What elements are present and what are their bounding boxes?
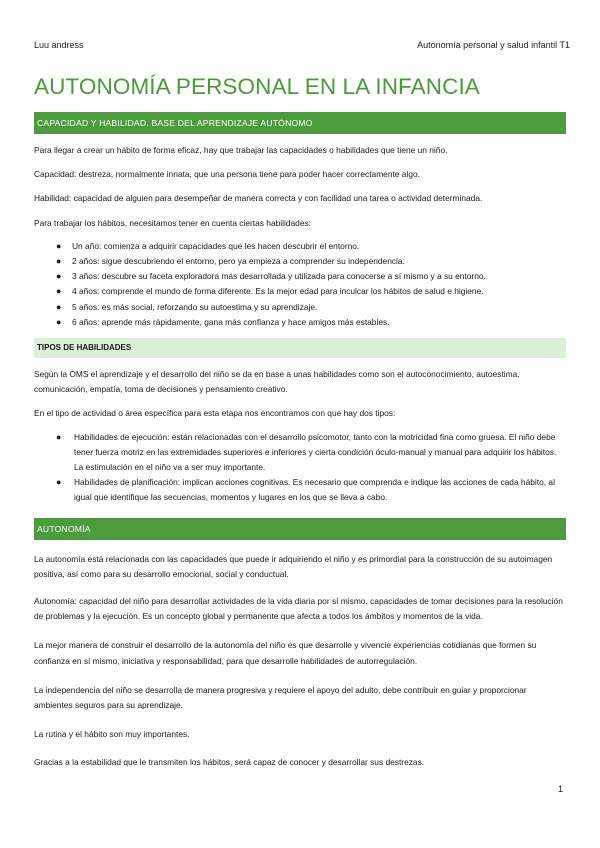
- bullet-icon: ●: [56, 301, 62, 312]
- bullet-icon: ●: [56, 477, 62, 488]
- list-item: ● 4 años: comprende el mundo de forma diferente. Es la mejor edad para inculcar los hábitos de salud e higiene.: [34, 284, 566, 299]
- paragraph: Habilidad: capacidad de alguien para desempeñar de manera correcta y con facilidad una tarea o actividad determinada.: [34, 193, 483, 204]
- paragraph: La mejor manera de construir el desarrollo de la autonomía del niño es que desarrolle y vivencie experiencias cotidianas que formen su confianza en sí mismo, iniciativa y responsabilidad, para que desarrolle habilidades de autorregulación.: [34, 640, 537, 666]
- document-body: [34, 112, 566, 771]
- paragraph: En el tipo de actividad o área específica para esta etapa nos encontramos con que hay dos tipos:: [34, 408, 396, 419]
- paragraph: Gracias a la estabilidad que le transmiten los hábitos, será capaz de conocer y desarrollar sus destrezas.: [34, 757, 425, 768]
- list-item: ● 6 años: aprende más rápidamente, gana más confianza y hace amigos más estables.: [34, 315, 566, 330]
- bullet-icon: ●: [56, 271, 62, 282]
- bullet-icon: ●: [56, 316, 62, 327]
- list-item: ● Habilidades de planificación: implican acciones cognitivas. Es necesario que comprenda e indique las acciones de cada hábito, al igual que identifique las secuencias, momentos y lugares en los que se lleva a cabo.: [56, 477, 555, 503]
- list-item: ● Habilidades de ejecución: están relacionadas con el desarrollo psicomotor, tanto con la motricidad fina como gruesa. El niño debe tener fuerza motriz en las extremidades superiores e inferiores y cierta condición óculo-manual y manual para adquirir los hábitos. La estimulación en el niño va a ser muy importante.: [56, 431, 557, 473]
- page-number: 1: [557, 784, 563, 794]
- paragraph: Para llegar a crear un hábito de forma eficaz, hay que trabajar las capacidades o habilidades que tiene un niño.: [34, 145, 448, 155]
- list-item: ● 2 años: sigue descubriendo el entorno, pero ya empieza a comprender su independencia.: [34, 254, 566, 269]
- bullet-icon: ●: [56, 286, 62, 297]
- section-heading-tipos-habilidades: TIPOS DE HABILIDADES: [34, 338, 566, 358]
- list-item: ● 3 años: descubre su faceta exploradora más desarrollada y utilizada para conocerse a sí mismo y a su entorno.: [34, 269, 566, 284]
- bullet-icon: ●: [56, 431, 62, 442]
- paragraph: Autonomía: capacidad del niño para desarrollar actividades de la vida diaria por sí mismo, capacidades de tomar decisiones para la resolución de problemas y la ejecución. Es un concepto global y permanente que afecta a todos los ámbitos y momentos de la vida.: [34, 596, 563, 622]
- paragraph: La independencia del niño se desarrolla de manera progresiva y requiere el apoyo del adulto, debe contribuir en guiar y proporcionar ambientes seguros para su aprendizaje.: [34, 684, 527, 711]
- list-item: ● Un año: comienza a adquirir capacidades que les hacen descubrir el entorno.: [34, 239, 566, 254]
- bullet-icon: ●: [56, 256, 62, 267]
- list-item: ● 5 años: es más social, reforzando su autoestima y su aprendizaje.: [34, 300, 566, 315]
- paragraph: Para trabajar los hábitos, necesitamos tener en cuenta ciertas habilidades:: [34, 217, 312, 228]
- header-course-title: Autonomía personal y salud infantil T1: [417, 40, 570, 50]
- ages-bullet-list: [34, 239, 566, 330]
- paragraph: La autonomía está relacionada con las capacidades que puede ir adquiriendo el niño y es primordial para la construcción de su autoimagen positiva, así como para su desarrollo emocional, social y conductual.: [34, 553, 553, 579]
- section-heading-autonomia: AUTONOMÍA: [34, 518, 566, 540]
- paragraph: Capacidad: destreza, normalmente innata, que una persona tiene para poder hacer correctamente algo.: [34, 169, 420, 180]
- section-heading-capacidad-habilidad: CAPACIDAD Y HABILIDAD. BASE DEL APRENDIZAJE AUTÓNOMO: [34, 112, 566, 134]
- header-author: Luu andress: [34, 40, 84, 50]
- skills-bullet-list: [34, 430, 566, 506]
- bullet-icon: ●: [56, 240, 62, 251]
- paragraph: Según la OMS el aprendizaje y el desarrollo del niño se da en base a unas habilidades como son el autoconocimiento, autoestima, comunicación, empatía, toma de decisiones y pensamiento creativo.: [34, 369, 520, 395]
- page-title: AUTONOMÍA PERSONAL EN LA INFANCIA: [34, 74, 480, 99]
- paragraph: La rutina y el hábito son muy importantes.: [34, 729, 190, 740]
